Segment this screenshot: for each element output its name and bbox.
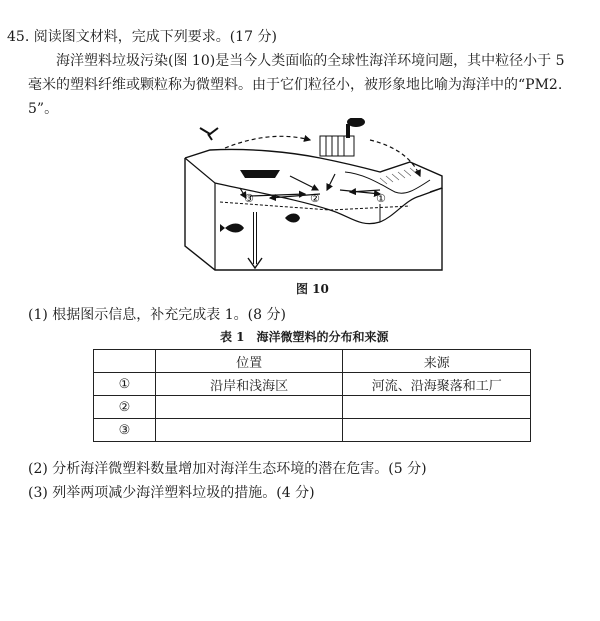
table-header-cell [94, 350, 156, 373]
position-cell[interactable] [155, 419, 343, 442]
table-row [94, 419, 531, 442]
land-slope [345, 172, 430, 193]
source-cell: 河流、沿海聚落和工厂 [343, 373, 531, 396]
marker-3: ③ [244, 192, 254, 205]
position-cell: 沿岸和浅海区 [155, 373, 343, 396]
distribution-source-table [93, 349, 531, 442]
table-header-cell: 位置 [155, 350, 343, 373]
question-header: 45. 阅读图文材料，完成下列要求。(17 分) [7, 29, 277, 45]
row-id: ② [94, 396, 156, 419]
row-id: ③ [94, 419, 156, 442]
table-row [94, 396, 531, 419]
task-3-prompt: (3) 列举两项减少海洋塑料垃圾的措施。(4 分) [28, 485, 315, 501]
source-cell[interactable] [343, 396, 531, 419]
figure-caption: 图 10 [296, 282, 329, 296]
factory-icon [320, 118, 365, 156]
material-paragraph-line-1: 海洋塑料垃圾污染(图 10)是当今人类面临的全球性海洋环境问题，其中粒径小于 5 [56, 53, 565, 69]
marker-2: ② [310, 192, 320, 205]
fish-icon [220, 224, 244, 233]
table-caption: 表 1 海洋微塑料的分布和来源 [220, 330, 389, 344]
block-top-surface [185, 149, 442, 192]
turtle-icon [285, 214, 300, 223]
task-2-prompt: (2) 分析海洋微塑料数量增加对海洋生态环境的潜在危害。(5 分) [28, 461, 427, 477]
source-cell[interactable] [343, 419, 531, 442]
block-left-edge [185, 158, 215, 270]
bird-icon [200, 128, 218, 140]
ocean-plastic-block-diagram [180, 118, 445, 276]
block-front-face [185, 158, 442, 270]
material-paragraph-line-2: 毫米的塑料纤维或颗粒称为微塑料。由于它们粒径小，被形象地比喻为海洋中的“PM2. [28, 77, 563, 93]
table-row [94, 373, 531, 396]
task-1-prompt: (1) 根据图示信息，补充完成表 1。(8 分) [28, 307, 286, 323]
marker-1: ① [376, 192, 386, 205]
table-header-row [94, 350, 531, 373]
material-paragraph-line-3: 5”。 [28, 101, 59, 117]
ship-icon [240, 170, 280, 178]
table-header-cell: 来源 [343, 350, 531, 373]
row-id: ① [94, 373, 156, 396]
airborne-transport-arrow [225, 136, 310, 148]
position-cell[interactable] [155, 396, 343, 419]
